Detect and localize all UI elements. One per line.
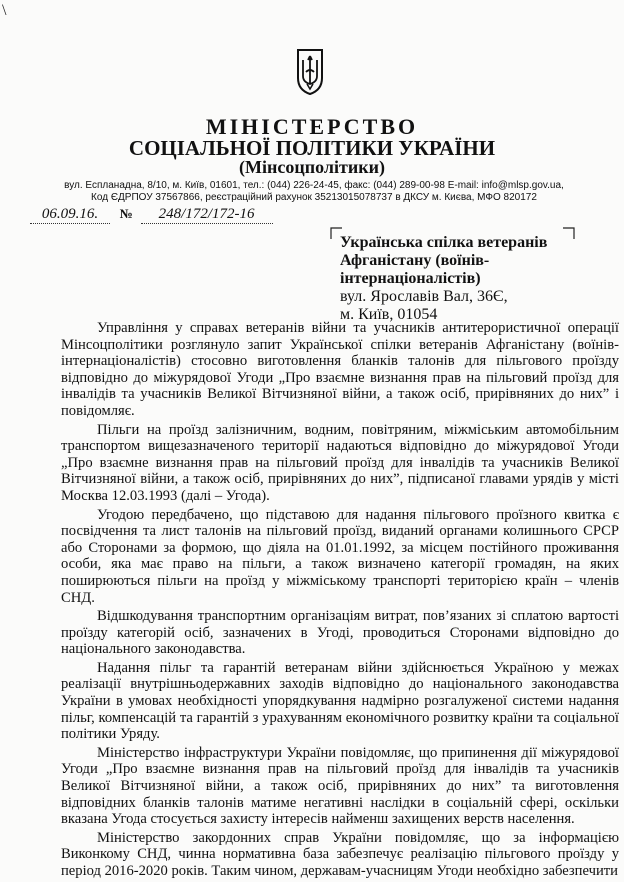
body-paragraph: Управління у справах ветеранів війни та учасників антитерористичної операції Мінсоцполітики розглянуло запит Української спілки ветеранів Афганістану (воїнів-інтернаціоналістів) стосовно виготовлення бланків талонів для пільгового проїзду відповідно до міжурядової Угоди „Про взаємне визнання прав на пільговий проїзд для інвалідів та учасників Великої Вітчизняної війни, а також осіб, прирівняних до них” і повідомляє. [61,320,619,419]
registration-line [30,206,273,224]
recipient-block [340,234,580,324]
body-paragraph: Пільги на проїзд залізничним, водним, повітряним, міжміським автомобільним транспортом вищезазначеного території надаються відповідно до міжурядової Угоди „Про взаємне визнання прав на пільговий проїзд для інвалідів та учасників Великої Вітчизняної війни, а також осіб, прирівняних до них”, підписаної главами урядів у місті Москва 12.03.1993 (далі – Угода). [61,421,619,504]
ministry-short-name: (Мінсоцполітики) [239,157,385,177]
letter-body [61,320,619,882]
recipient-name-line-1: Українська спілка ветеранів [340,234,548,251]
address-line-2: Код ЄДРПОУ 37567866, реєстраційний рахунок 35213015078737 в ДКСУ м. Києва, МФО 820172 [91,192,537,203]
corner-mark: \ [2,2,7,19]
number-label: № [119,206,133,221]
body-paragraph: Угодою передбачено, що підставою для надання пільгового проїзного квитка є посвідчення та лист талонів на пільговий проїзд, виданий органами колишнього СРСР або Сторонами за формою, що діяла на 01.01.1992, за місцем постійного проживання особи, яка має право на пільги, а також визначено категорії громадян, на яких поширюються пільги на проїзд у міжміському транспорті територією країн – членів СНД. [61,506,619,606]
recipient-city: м. Київ, 01054 [340,306,438,323]
recipient-street: вул. Ярославів Вал, 36Є, [340,288,508,305]
ministry-title: МІНІСТЕРСТВО [205,114,419,139]
recipient-name-line-2: Афганістану (воїнів- [340,252,490,269]
ministry-address [34,180,594,204]
body-paragraph: Міністерство інфраструктури України повідомляє, що припинення дії міжурядової Угоди „Про взаємне визнання прав на пільговий проїзд для інвалідів та учасників Великої Вітчизняної війни, а також осіб, прирівняних до них” та виготовлення відповідних бланків талонів матиме негативні наслідки в соціальній сфері, оскільки вказана Угода стосується захисту інтересів найменш захищених верств населення. [61,744,619,828]
body-paragraph: Міністерство закордонних справ України повідомляє, що за інформацією Виконкому СНД, чинна нормативна база забезпечує реалізацію пільгового проїзду у період 2016-2020 років. Таким чином, державам-учасницям Угоди необхідно забезпечити [61,829,619,879]
recipient-name-line-3: інтернаціоналістів) [340,270,481,287]
body-paragraph: Відшкодування транспортним організаціям витрат, пов’язаних зі сплатою вартості проїзду категорій осіб, зазначених в Угоді, проводиться Сторонами відповідно до національного законодавства. [61,608,619,658]
trident-icon [295,46,325,96]
ministry-subtitle: СОЦІАЛЬНОЇ ПОЛІТИКИ УКРАЇНИ [128,136,496,160]
letter-number: 248/172/172-16 [141,206,273,224]
body-paragraph: Надання пільг та гарантій ветеранам війни здійснюється Україною у межах реалізації внутрішньодержавних заходів відповідно до національного законодавства України в умовах необхідності упорядкування надмірно розгалуженої системи надання пільг, компенсацій та гарантій з урахуванням економічного розвитку країни та соціальної політики Уряду. [61,659,619,743]
address-line-1: вул. Еспланадна, 8/10, м. Київ, 01601, тел.: (044) 226-24-45, факс: (044) 289-00-98 E-mail: info@mlsp.gov.ua, [64,180,564,191]
letter-date: 06.09.16. [30,206,110,224]
